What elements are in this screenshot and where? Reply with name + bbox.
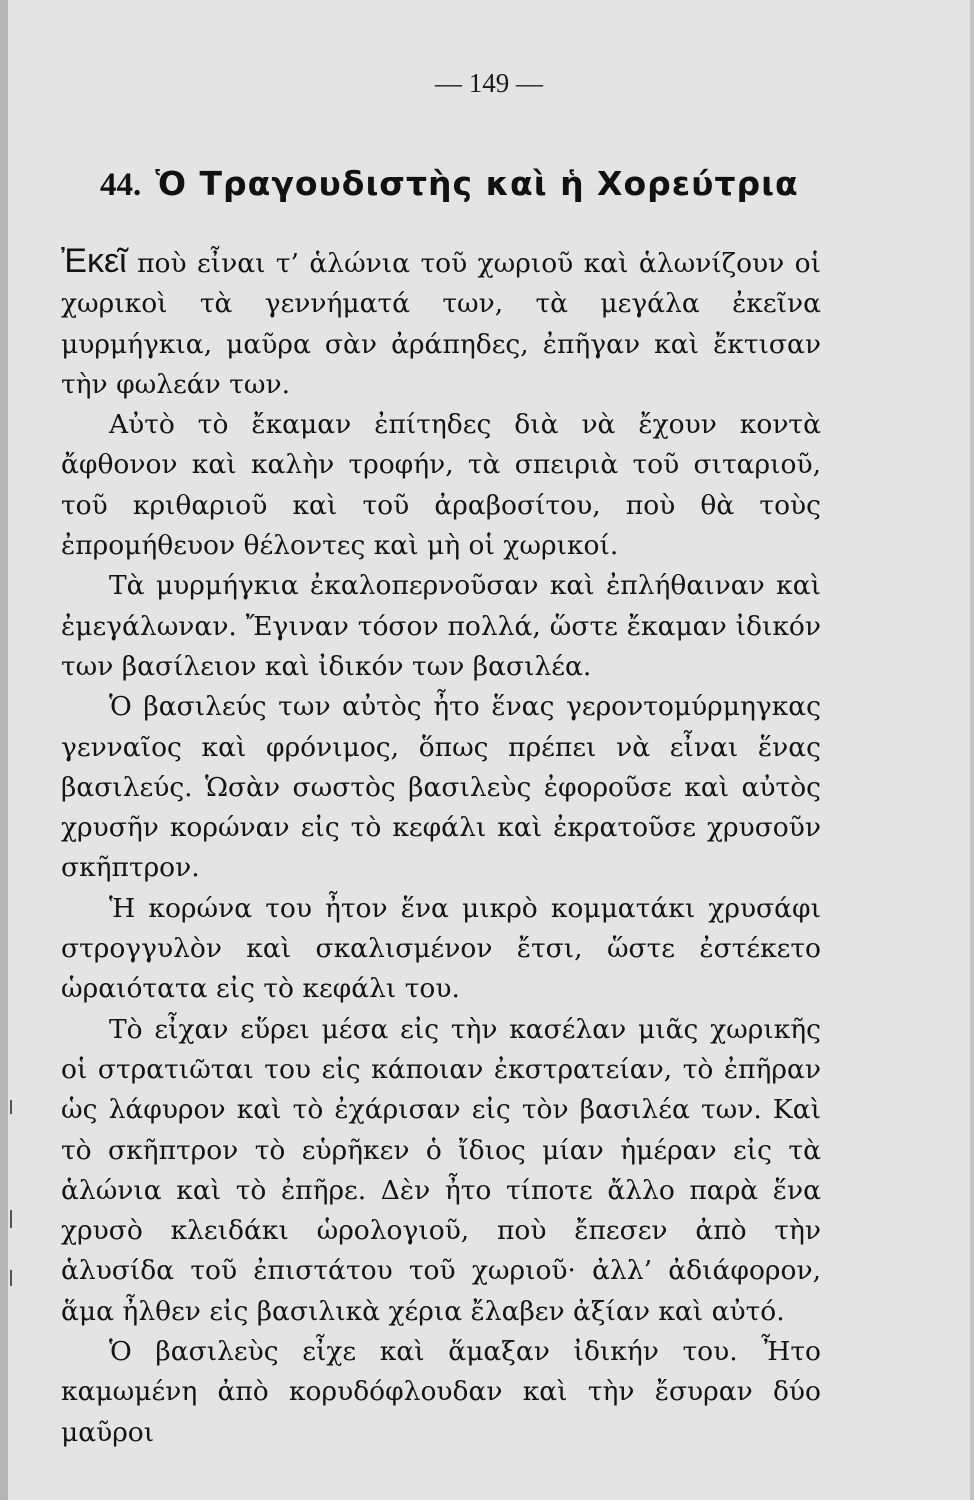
chapter-heading (100, 164, 799, 204)
binding-mark (10, 1100, 12, 1114)
paragraph: Τὸ εἶχαν εὕρει μέσα εἰς τὴν κασέλαν μιᾶς χωρικῆς οἱ στρατιῶται του εἰς κάποιαν ἐκστρατείαν, τὸ ἐπῆραν ὡς λάφυρον καὶ τὸ ἐχάρισαν εἰς τὸν βασιλέα των. Καὶ τὸ σκῆπτρον τὸ εὑρῆκεν ὁ ἴδιος μίαν ἡμέραν εἰς τὰ ἁλώνια καὶ τὸ ἐπῆρε. Δὲν ἦτο τίποτε ἄλλο παρὰ ἕνα χρυσὸ κλειδάκι ὡρολογιοῦ, ποὺ ἔπεσεν ἀπὸ τὴν ἁλυσίδα τοῦ ἐπιστάτου τοῦ χωριοῦ· ἀλλ’ ἀδιάφορον, ἅμα ἦλθεν εἰς βασιλικὰ χέρια ἔλαβεν ἀξίαν καὶ αὐτό. (61, 1013, 821, 1327)
chapter-title: Ὁ Τραγουδιστὴς καὶ ἡ Χορεύτρια (155, 164, 799, 203)
paragraph: Αὐτὸ τὸ ἔκαμαν ἐπίτηδες διὰ νὰ ἔχουν κοντὰ ἄφθονον καὶ καλὴν τροφήν, τὰ σπειριὰ τοῦ σιταριοῦ, τοῦ κριθαριοῦ καὶ τοῦ ἀραβοσίτου, ποὺ θὰ τοὺς ἐπρομήθευον θέλοντες καὶ μὴ οἱ χωρικοί. (61, 409, 821, 562)
paragraph: Ὁ βασιλεὺς εἶχε καὶ ἅμαξαν ἰδικήν του. Ἦτο καμωμένη ἀπὸ κορυδόφλουδαν καὶ τὴν ἔσυραν δύο μαῦροι (61, 1336, 821, 1448)
paragraph: Ἡ κορώνα του ἦτον ἕνα μικρὸ κομματάκι χρυσάφι στρογγυλὸν καὶ σκαλισμένον ἔτσι, ὥστε ἐστέκετο ὡραιότατα εἰς τὸ κεφάλι του. (61, 892, 821, 1005)
paragraph: Τὰ μυρμήγκια ἐκαλοπερνοῦσαν καὶ ἐπλήθαιναν καὶ ἐμεγάλωναν. Ἔγιναν τόσον πολλά, ὥστε ἔκαμαν ἰδικόν των βασίλειον καὶ ἰδικόν των βασιλέα. (61, 570, 821, 682)
chapter-number: 44. (100, 167, 142, 203)
paragraph (61, 244, 821, 405)
paragraph-initial-word: Ἐκεῖ (61, 242, 127, 280)
body-text (61, 244, 821, 1453)
binding-mark (10, 1210, 12, 1228)
binding-mark (10, 1270, 12, 1286)
paragraph: Ὁ βασιλεύς των αὐτὸς ἦτο ἕνας γεροντομύρμηγκας γενναῖος καὶ φρόνιμος, ὅπως πρέπει νὰ εἶναι ἕνας βασιλεύς. Ὡσὰν σωστὸς βασιλεὺς ἐφοροῦσε καὶ αὐτὸς χρυσῆν κορώναν εἰς τὸ κεφάλι καὶ ἐκρατοῦσε χρυσοῦν σκῆπτρον. (61, 691, 821, 884)
page-number: — 149 — (435, 68, 543, 98)
binding-edge-marks (8, 1090, 16, 1350)
paragraph-text: ποὺ εἶναι τ’ ἁλώνια τοῦ χωριοῦ καὶ ἁλωνίζουν οἱ χωρικοὶ τὰ γεννήματά των, τὰ μεγάλα ἐκεῖνα μυρμήγκια, μαῦρα σὰν ἀράπηδες, ἐπῆγαν καὶ ἔκτισαν τὴν φωλεάν των. (61, 248, 821, 400)
